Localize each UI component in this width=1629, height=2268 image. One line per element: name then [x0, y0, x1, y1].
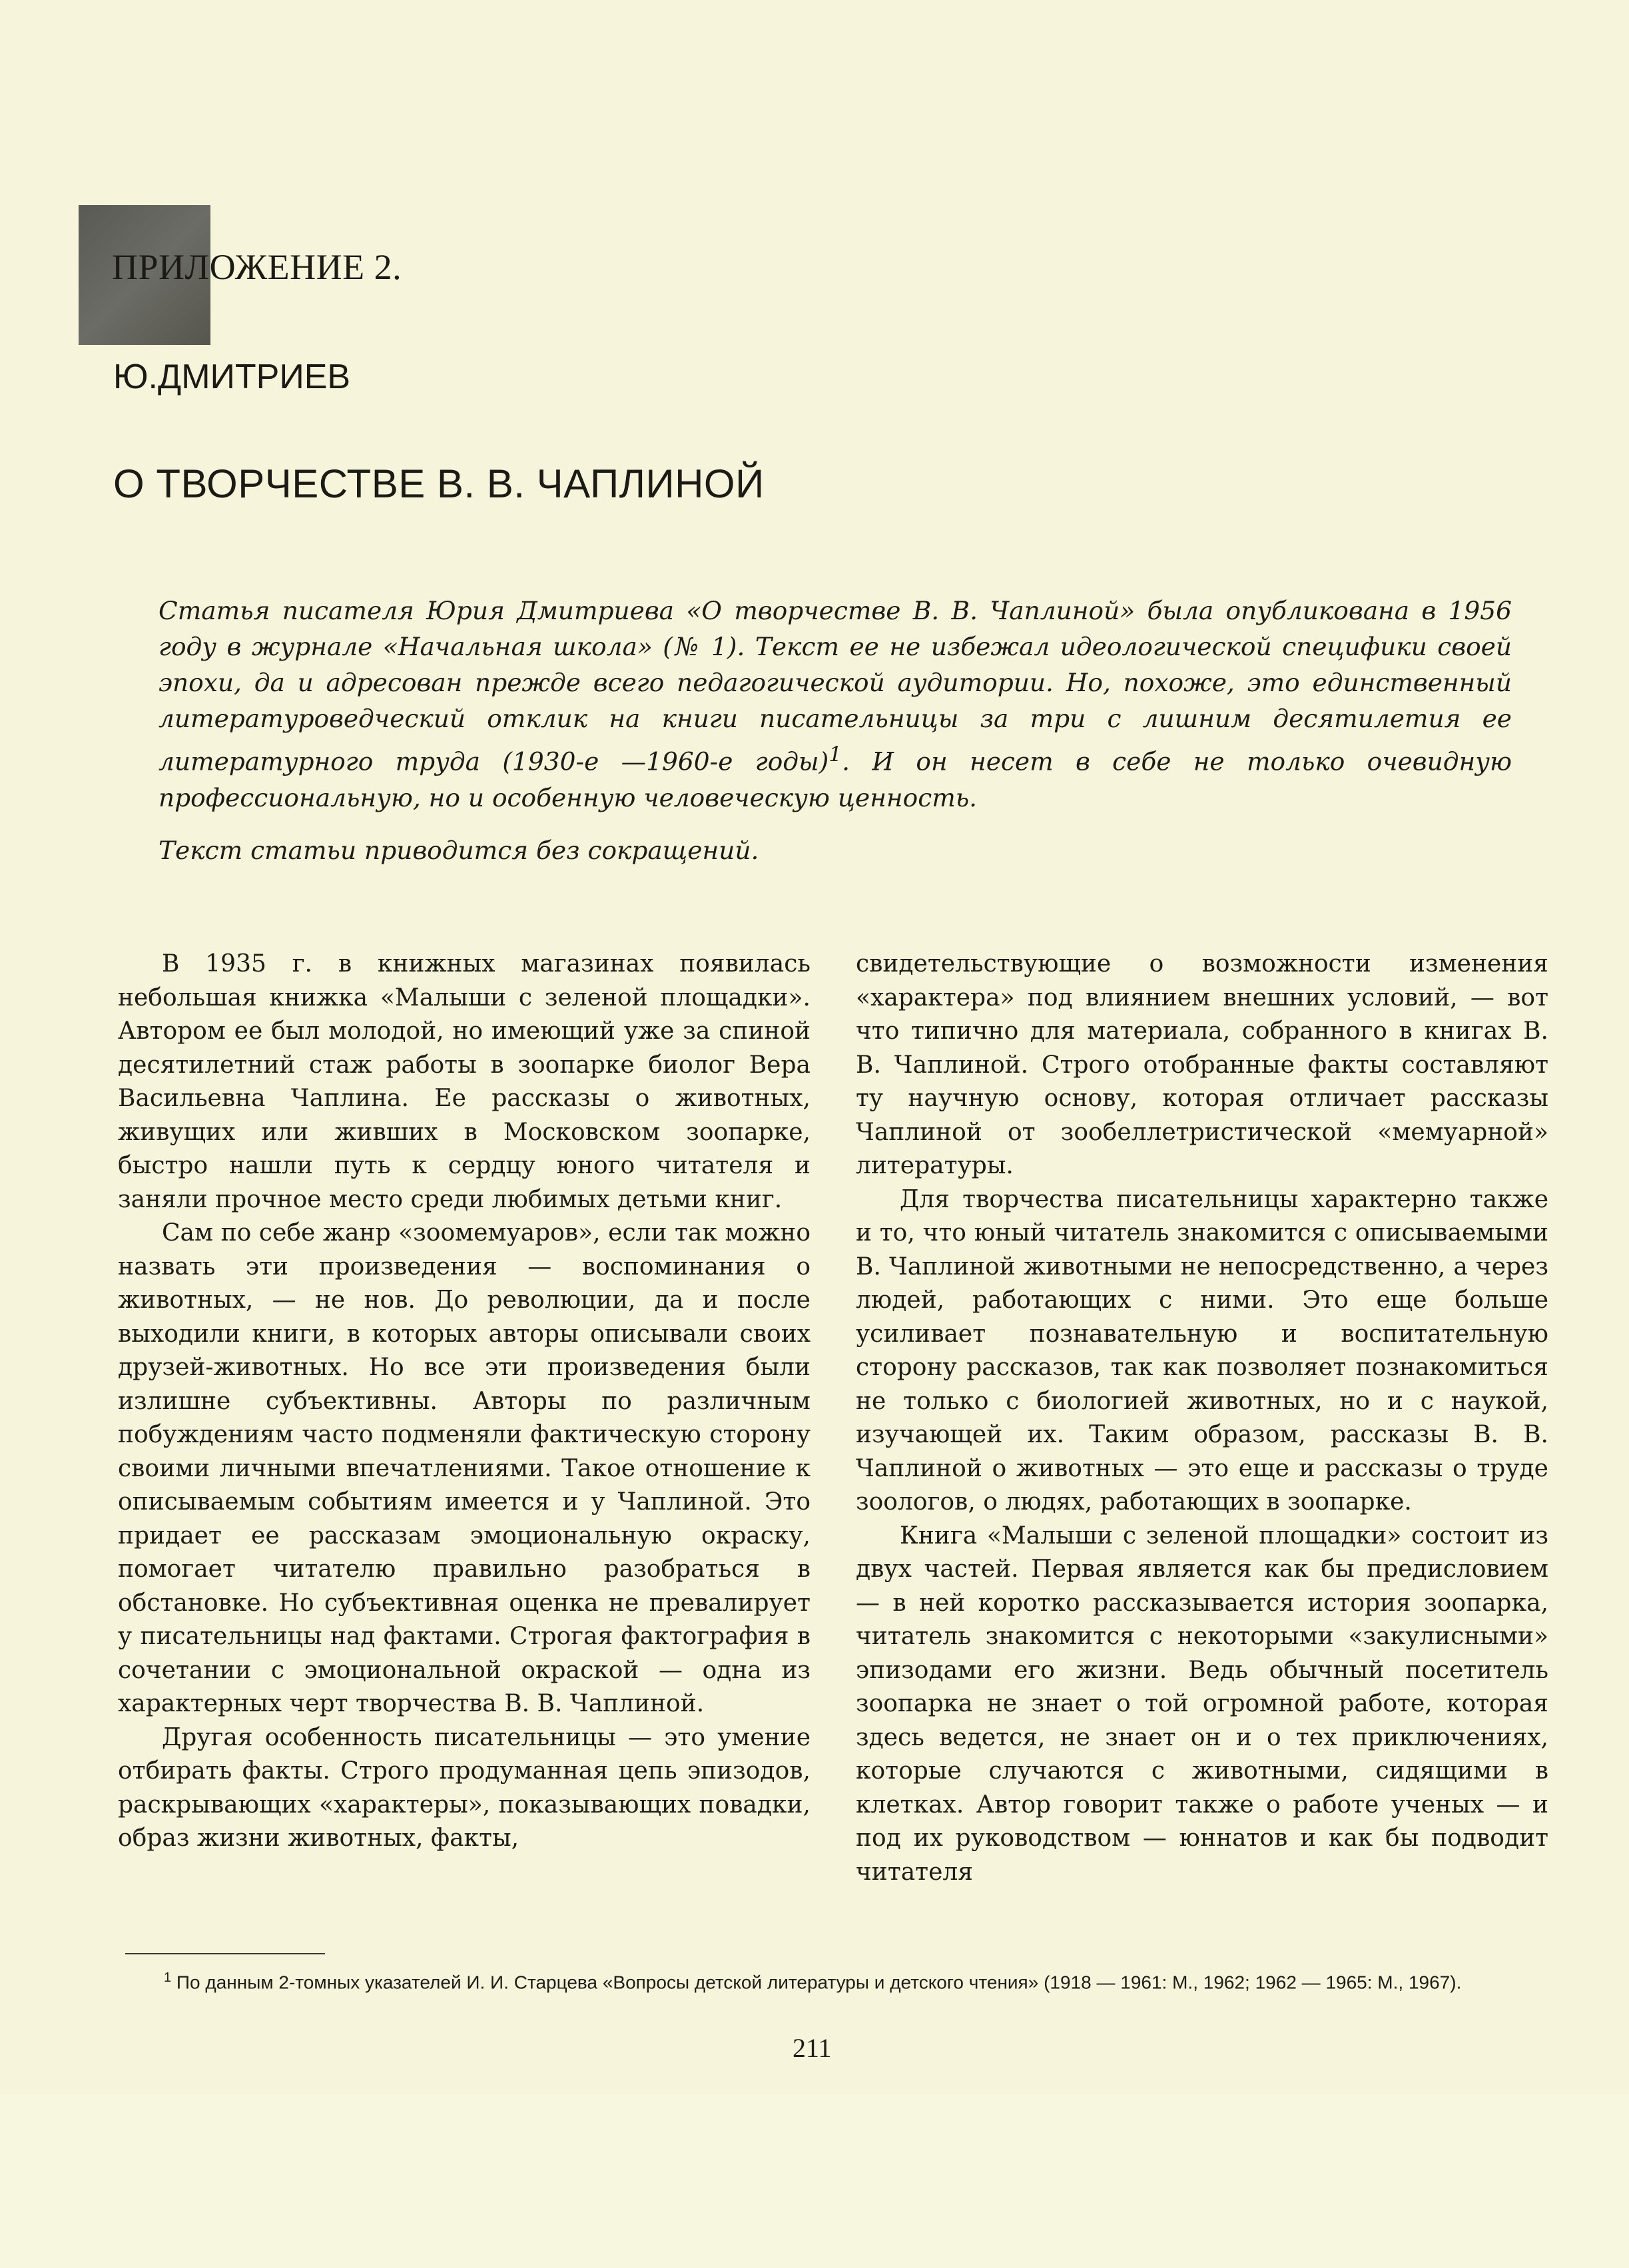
footnote [125, 1964, 1550, 1996]
body-paragraph-continued: свидетельствующие о возможности изменения «характера» под влиянием внешних условий, — вот что типично для материала, собранного в книгах В. В. Чаплиной. Строго отобранные факты составляют ту научную основу, которая отличает рассказы Чаплиной от зообеллетристической «мемуарной» литературы. [856, 950, 1548, 1179]
intro-text: Статья писателя Юрия Дмитриева «О творчестве В. В. Чаплиной» была опубликована в 1956 году в журнале «Начальная школа» (№ 1). Текст ее не избежал идеологической специфики своей эпохи, да и адресован прежде всего педагогической аудитории. Но, похоже, это единственный литературоведческий отклик на книги писательницы за три с лишним десятилетия ее литературного труда (1930-е —1960-е годы) [159, 596, 1512, 776]
footnote-ref: 1 [828, 742, 842, 766]
footnote-text: По данным 2-томных указателей И. И. Старцева «Вопросы детской литературы и детского чтения» (1918 — 1961: М., 1962; 1962 — 1965: М., 1967). [176, 1972, 1462, 1993]
right-column [856, 948, 1548, 1889]
intro-text-end: . И он несет в себе не только очевидную профессиональную, но и особенную человеческую ценность. [159, 746, 1512, 812]
body-paragraph: Другая особенность писательницы — это умение отбирать факты. Строго продуманная цепь эпизодов, раскрывающих «характеры», показывающих повадки, образ жизни животных, факты, [118, 1723, 811, 1852]
body-paragraph: В 1935 г. в книжных магазинах появилась небольшая книжка «Малыши с зеленой площадки». Автором ее был молодой, но имеющий уже за спиной десятилетний стаж работы в зоопарке биолог Вера Васильевна Чаплина. Ее рассказы о животных, живущих или живших в Московском зоопарке, быстро нашли путь к сердцу юного читателя и заняли прочное место среди любимых детьми книг. [118, 950, 811, 1213]
body-paragraph: Сам по себе жанр «зоомемуаров», если так можно назвать эти произведения — воспоминания о животных, — не нов. До революции, да и после выходили книги, в которых авторы описывали своих друзей-животных. Но все эти произведения были излишне субъективны. Авторы по различным побуждениям часто подменяли фактическую сторону своими личными впечатлениями. Такое отношение к описываемым событиям имеется и у Чаплиной. Это придает ее рассказам эмоциональную окраску, помогает читателю правильно разобраться в обстановке. Но субъективная оценка не превалирует у писательницы над фактами. Строгая фактография в сочетании с эмоциональной окраской — одна из характерных черт творчества В. В. Чаплиной. [118, 1219, 811, 1717]
appendix-label: ПРИЛОЖЕНИЕ 2. [112, 247, 402, 287]
intro-note: Текст статьи приводится без сокращений. [159, 836, 759, 865]
page-number: 211 [793, 2033, 832, 2063]
intro-paragraph [159, 593, 1512, 816]
footnote-divider [125, 1953, 325, 1954]
body-paragraph: Книга «Малыши с зеленой площадки» состоит из двух частей. Первая является как бы предисловием — в ней коротко рассказывается история зоопарка, читатель знакомится с некоторыми «закулисными» эпизодами его жизни. Ведь обычный посетитель зоопарка не знает о той огромной работе, которая здесь ведется, не знает он и о тех приключениях, которые случаются с животными, сидящими в клетках. Автор говорит также о работе ученых — и под их руководством — юннатов и как бы подводит читателя [856, 1522, 1548, 1886]
footnote-marker: 1 [164, 1970, 172, 1985]
article-title: О ТВОРЧЕСТВЕ В. В. ЧАПЛИНОЙ [113, 461, 765, 506]
left-column [118, 948, 811, 1856]
body-paragraph: Для творчества писательницы характерно также и то, что юный читатель знакомится с описываемыми В. Чаплиной животными не непосредственно, а через людей, работающих с ними. Это еще больше усиливает познавательную и воспитательную сторону рассказов, так как позволяет познакомиться не только с биологией животных, но и с наукой, изучающей их. Таким образом, рассказы В. В. Чаплиной о животных — это еще и рассказы о труде зоологов, о людях, работающих в зоопарке. [856, 1185, 1548, 1516]
author-name: Ю.ДМИТРИЕВ [113, 358, 351, 396]
scan-margin [0, 2094, 1629, 2268]
